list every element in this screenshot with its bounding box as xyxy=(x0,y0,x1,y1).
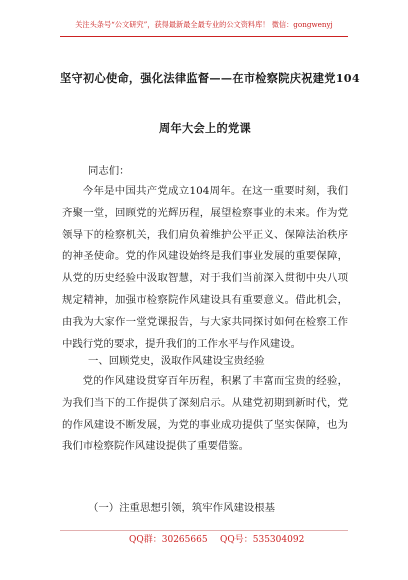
body-paragraph-1 xyxy=(62,181,348,401)
paragraph-2-text: 党的作风建设贯穿百年历程，积累了丰富而宝贵的经验，为我们当下的工作提供了深刻启示。从建党初期到新时代，党的作风建设不断发展，为党的事业成功提供了坚实保障，也为我们市检察院作风建设提供了重要借鉴。 xyxy=(62,375,348,453)
paragraph-1-text: 今年是中国共产党成立104周年。在这一重要时刻，我们齐聚一堂，回顾党的光辉历程，展望检察事业的未来。作为党领导下的检察机关，我们肩负着维护公平正义、保障法治秩序的神圣使命。党的作风建设始终是我们事业发展的重要保障，从党的历史经验中汲取智慧，对于我们当前深入贯彻中央八项规定精神，加强市检察院作风建设具有重要意义。借此机会，由我为大家作一堂党课报告，与大家共同探讨如何在检察工作中践行党的要求，提升我们的工作水平与作风建设。 xyxy=(62,185,348,350)
document-title-line-2: 周年大会上的党课 xyxy=(159,121,251,135)
footer-qq-number: QQ号：535304092 xyxy=(220,535,305,545)
body-paragraph-2 xyxy=(62,371,348,481)
footer-divider xyxy=(60,530,348,531)
section-heading-1: 一、回顾党史，汲取作风建设宝贵经验 xyxy=(88,355,265,367)
footer-qq-group: QQ群：30265665 xyxy=(129,535,208,545)
salutation: 同志们： xyxy=(88,165,130,177)
sub-heading-1: （一）注重思想引领，筑牢作风建设根基 xyxy=(88,502,276,514)
header-divider xyxy=(60,36,348,37)
header-banner: 关注头条号“公文研究”，获得最新最全最专业的公文资料库！ 微信：gongwenyj xyxy=(75,20,333,29)
document-title-line-1: 坚守初心使命，强化法律监督——在市检察院庆祝建党104 xyxy=(60,71,360,85)
